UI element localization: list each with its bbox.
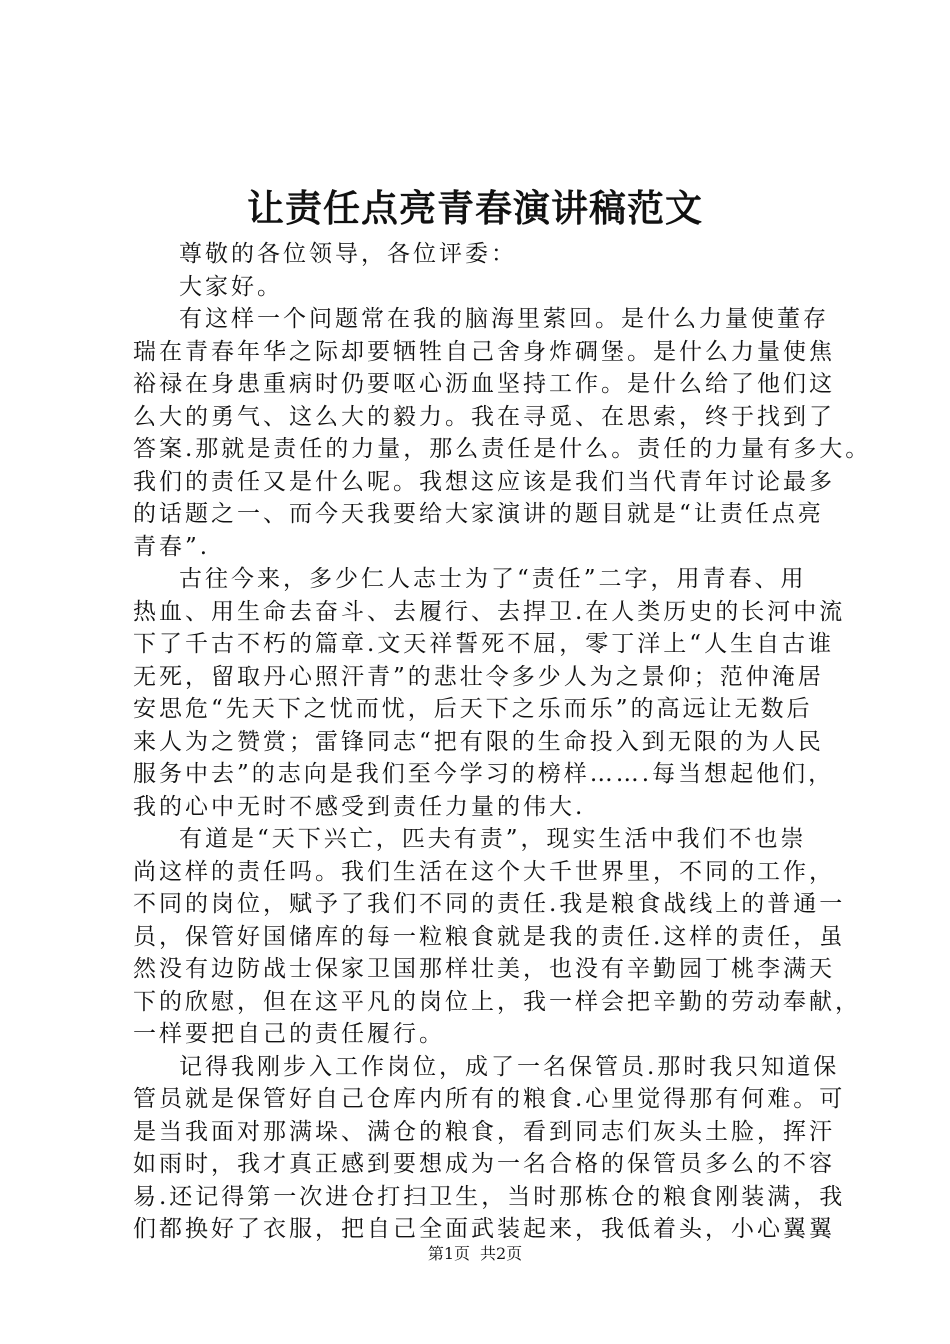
text-line: 大家好。 — [179, 273, 283, 300]
text-line: 员，保管好国储库的每一粒粮食就是我的责任.这样的责任，虽 — [133, 923, 846, 950]
text-line: 么大的勇气、这么大的毅力。我在寻觅、在思索，终于找到了 — [133, 403, 835, 430]
text-line: 如雨时，我才真正感到要想成为一名合格的保管员多么的不容 — [133, 1151, 835, 1177]
document-body — [133, 238, 872, 1246]
text-line: 来人为之赞赏；雷锋同志“把有限的生命投入到无限的为人民 — [133, 728, 824, 755]
text-line: 下了千古不朽的篇章.文天祥誓死不屈，零丁洋上“人生自古谁 — [133, 631, 835, 657]
text-line: 是当我面对那满垛、满仓的粮食，看到同志们灰头土脸，挥汗 — [133, 1118, 835, 1145]
text-line: 管员就是保管好自己仓库内所有的粮食.心里觉得那有何难。可 — [133, 1086, 846, 1112]
text-line: 我们的责任又是什么呢。我想这应该是我们当代青年讨论最多 — [133, 468, 835, 495]
text-line: 们都换好了衣服，把自己全面武装起来，我低着头，小心翼翼 — [133, 1216, 835, 1242]
page-total: 共2页 — [480, 1244, 523, 1263]
text-line: 下的欣慰，但在这平凡的岗位上，我一样会把辛勤的劳动奉献， — [133, 988, 861, 1015]
text-line: 青春”. — [133, 533, 211, 560]
text-line: 无死，留取丹心照汗青”的悲壮令多少人为之景仰；范仲淹居 — [133, 663, 824, 690]
page-number: 第1页 — [427, 1244, 470, 1263]
text-line: 尚这样的责任吗。我们生活在这个大千世界里，不同的工作， — [133, 858, 835, 885]
text-line: 古往今来，多少仁人志士为了“责任”二字，用青春、用 — [179, 566, 807, 592]
text-line: 的话题之一、而今天我要给大家演讲的题目就是“让责任点亮 — [133, 501, 824, 527]
page-footer — [0, 1242, 950, 1266]
text-line: 有这样一个问题常在我的脑海里萦回。是什么力量使董存 — [179, 306, 829, 332]
text-line: 我的心中无时不感受到责任力量的伟大. — [133, 793, 586, 820]
text-line: 有道是“天下兴亡，匹夫有责”，现实生活中我们不也崇 — [179, 826, 807, 852]
text-line: 尊敬的各位领导，各位评委： — [179, 241, 517, 267]
text-line: 服务中去”的志向是我们至今学习的榜样…….每当想起他们， — [133, 761, 835, 787]
text-line: 裕禄在身患重病时仍要呕心沥血坚持工作。是什么给了他们这 — [133, 371, 835, 397]
text-line: 不同的岗位，赋予了我们不同的责任.我是粮食战线上的普通一 — [133, 891, 846, 917]
text-line: 答案.那就是责任的力量，那么责任是什么。责任的力量有多大。 — [133, 436, 872, 462]
document-title: 让责任点亮青春演讲稿范文 — [247, 186, 703, 230]
text-line: 易.还记得第一次进仓打扫卫生，当时那栋仓的粮食刚装满，我 — [133, 1183, 846, 1210]
text-line: 安思危“先天下之忧而忧，后天下之乐而乐”的高远让无数后 — [133, 696, 813, 722]
text-line: 热血、用生命去奋斗、去履行、去捍卫.在人类历史的长河中流 — [133, 598, 846, 625]
text-line: 一样要把自己的责任履行。 — [133, 1021, 445, 1047]
text-line: 然没有边防战士保家卫国那样壮美，也没有辛勤园丁桃李满天 — [133, 956, 835, 982]
text-line: 记得我刚步入工作岗位，成了一名保管员.那时我只知道保 — [179, 1053, 840, 1080]
text-line: 瑞在青春年华之际却要牺牲自己舍身炸碉堡。是什么力量使焦 — [133, 338, 835, 365]
